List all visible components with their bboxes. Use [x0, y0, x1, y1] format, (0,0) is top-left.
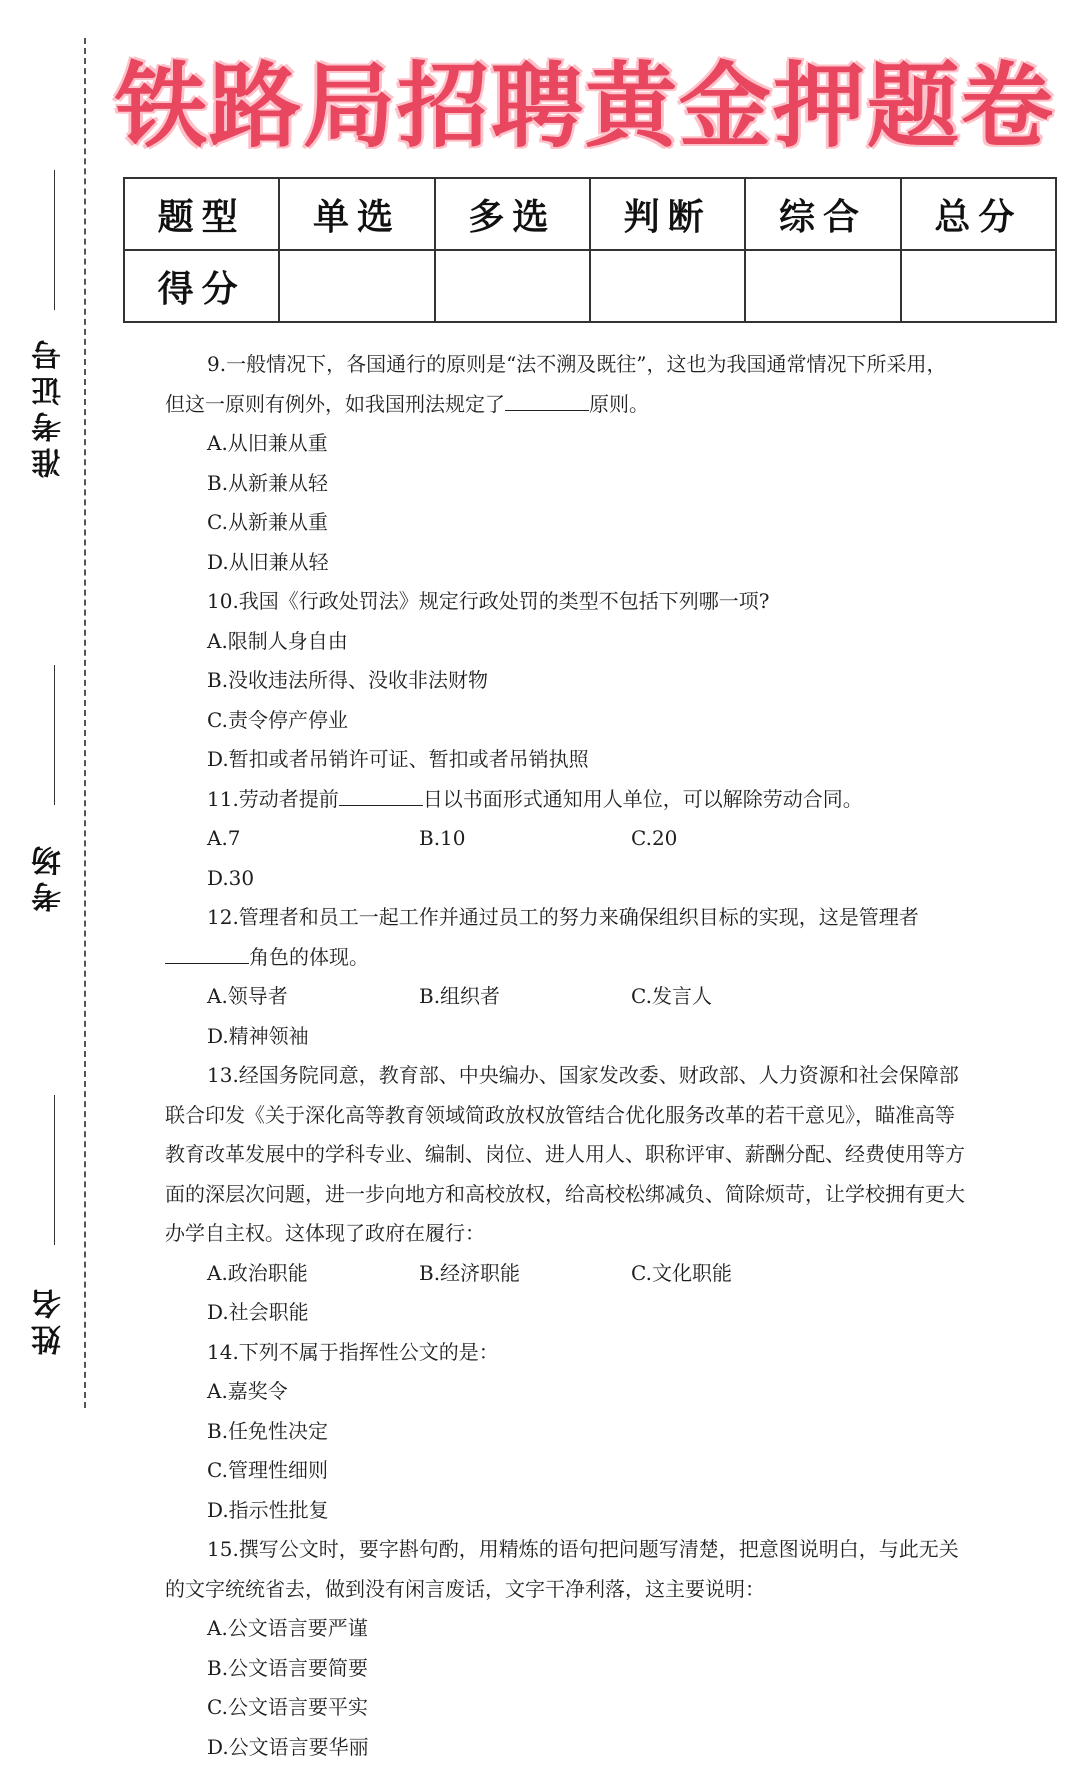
- option: D.社会职能: [207, 1293, 419, 1333]
- options-12: [165, 977, 965, 1056]
- header-cell-judge: 判断: [590, 178, 745, 250]
- exam-id-fill-line: [54, 170, 55, 310]
- option: C.20: [631, 819, 843, 859]
- question-15: 15.撰写公文时，要字斟句酌，用精炼的语句把问题写清楚，把意图说明白，与此无关的文字统统省去，做到没有闲言废话，文字干净利落，这主要说明：: [165, 1530, 965, 1609]
- header-cell-comprehensive: 综合: [745, 178, 900, 250]
- options-10: [165, 622, 965, 780]
- option: A.嘉奖令: [207, 1372, 632, 1412]
- options-14: [165, 1372, 965, 1530]
- option: B.没收违法所得、没收非法财物: [207, 661, 965, 701]
- option: D.暂扣或者吊销许可证、暂扣或者吊销执照: [207, 740, 965, 780]
- answer-blank: [339, 783, 423, 806]
- option: D.指示性批复: [207, 1491, 632, 1531]
- options-13: [165, 1254, 965, 1333]
- score-cell: [590, 250, 745, 322]
- option: B.10: [419, 819, 631, 859]
- option: D.精神领袖: [207, 1017, 419, 1057]
- option: A.公文语言要严谨: [207, 1609, 632, 1649]
- score-cell: [745, 250, 900, 322]
- page-title: 铁路局招聘黄金押题卷: [100, 52, 1070, 162]
- question-13: 13.经国务院同意，教育部、中央编办、国家发改委、财政部、人力资源和社会保障部联合印发《关于深化高等教育领域简政放权放管结合优化服务改革的若干意见》，瞄准高等教育改革发展中的学科专业、编制、岗位、进人用人、职称评审、薪酬分配、经费使用等方面的深层次问题，进一步向地方和高校放权，给高校松绑减负、简除烦苛，让学校拥有更大办学自主权。这体现了政府在履行：: [165, 1056, 965, 1254]
- name-label: 姓名: [20, 1255, 80, 1355]
- option: C.文化职能: [631, 1254, 843, 1294]
- header-cell-multiple: 多选: [435, 178, 590, 250]
- score-table-score-row: [124, 250, 1056, 322]
- option: C.从新兼从重: [207, 503, 632, 543]
- question-text: 12.管理者和员工一起工作并通过员工的努力来确保组织目标的实现，这是管理者: [207, 905, 919, 929]
- option: C.发言人: [631, 977, 843, 1017]
- question-10: 10.我国《行政处罚法》规定行政处罚的类型不包括下列哪一项?: [165, 582, 965, 622]
- question-14: 14.下列不属于指挥性公文的是：: [165, 1333, 965, 1373]
- option: A.限制人身自由: [207, 622, 965, 662]
- options-9: [165, 424, 965, 582]
- row-label-score: 得分: [124, 250, 279, 322]
- option: D.公文语言要华丽: [207, 1728, 632, 1767]
- name-fill-line: [54, 1095, 55, 1245]
- answer-blank: [505, 388, 589, 411]
- option: C.责令停产停业: [207, 701, 965, 741]
- question-text: 11.劳动者提前: [207, 787, 339, 811]
- question-list: [165, 345, 965, 1767]
- option: A.政治职能: [207, 1254, 419, 1294]
- option: B.组织者: [419, 977, 631, 1017]
- header-cell-single: 单选: [279, 178, 434, 250]
- options-15: [165, 1609, 965, 1767]
- score-cell: [435, 250, 590, 322]
- question-text: 角色的体现。: [249, 945, 369, 969]
- score-table: [123, 177, 1057, 323]
- exam-id-label: 准考证号: [20, 318, 80, 478]
- answer-blank: [165, 941, 249, 964]
- question-text: 原则。: [589, 392, 649, 416]
- option: D.30: [207, 859, 419, 899]
- header-cell-type: 题型: [124, 178, 279, 250]
- option: D.从旧兼从轻: [207, 543, 632, 583]
- question-text: 9.一般情况下，各国通行的原则是“法不溯及既往”，这也为我国通常情况下所采用，但这一原则有例外，如我国刑法规定了: [165, 352, 947, 416]
- question-text: 日以书面形式通知用人单位，可以解除劳动合同。: [423, 787, 863, 811]
- option: B.公文语言要简要: [207, 1649, 632, 1689]
- option: A.7: [207, 819, 419, 859]
- option: C.管理性细则: [207, 1451, 632, 1491]
- exam-room-fill-line: [54, 665, 55, 805]
- question-11: [165, 780, 965, 820]
- binding-cut-line: [84, 38, 86, 1408]
- question-9: [165, 345, 965, 424]
- option: A.领导者: [207, 977, 419, 1017]
- score-table-header-row: [124, 178, 1056, 250]
- question-12: [165, 898, 965, 977]
- option: B.从新兼从轻: [207, 464, 632, 504]
- option: B.经济职能: [419, 1254, 631, 1294]
- score-cell: [279, 250, 434, 322]
- option: B.任免性决定: [207, 1412, 632, 1452]
- option: A.从旧兼从重: [207, 424, 632, 464]
- header-cell-total: 总分: [901, 178, 1056, 250]
- options-11: [165, 819, 965, 898]
- option: C.公文语言要平实: [207, 1688, 632, 1728]
- exam-room-label: 考场: [20, 812, 80, 912]
- score-cell: [901, 250, 1056, 322]
